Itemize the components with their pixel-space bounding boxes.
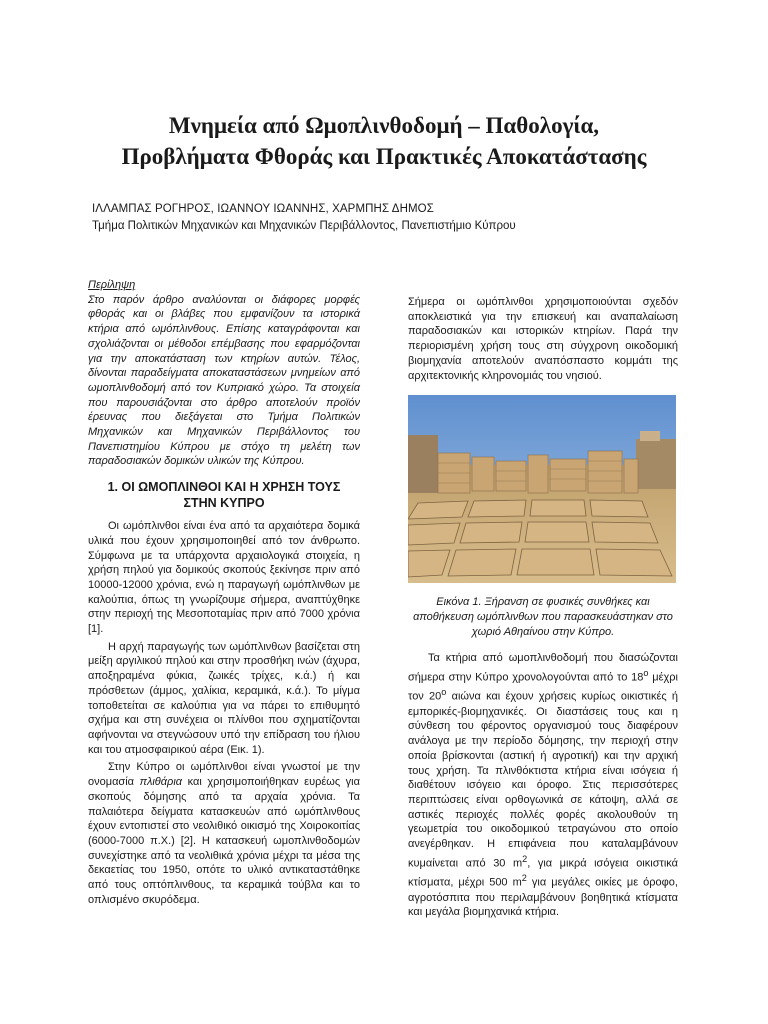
right-column xyxy=(408,295,678,923)
right-paragraph-2-text-d: , για μικρά ισόγεια οικιστικά κτίσματα, μέχρι 500 m xyxy=(408,857,679,889)
section-1-heading-line-2: ΣΤΗΝ ΚΥΠΡΟ xyxy=(183,496,265,511)
authors: ΙΛΛΑΜΠΑΣ ΡΟΓΗΡΟΣ, ΙΩΑΝΝΟΥ ΙΩΑΝΝΗΣ, ΧΑΡΜΠΗΣ ΔΗΜΟΣ xyxy=(92,203,434,215)
term-plitharia: πλιθάρια xyxy=(139,776,183,789)
right-paragraph-2-text-e: για μεγάλες οικίες με όροφο, αγροτόσπιτα που περιλαμβάνουν βοηθητικά κτίσματα και μεγάλα βιομηχανικά κτήρια. xyxy=(408,876,678,919)
paragraph-3-text-a: Στην Κύπρο οι ωμόπλινθοι είναι γνωστοί με την ονομασία xyxy=(88,761,360,789)
section-1-paragraph-3 xyxy=(88,760,360,907)
affiliation: Τμήμα Πολιτικών Μηχανικών και Μηχανικών Περιβάλλοντος, Πανεπιστήμιο Κύπρου xyxy=(92,220,516,232)
section-1-paragraph-1: Οι ωμόπλινθοι είναι ένα από τα αρχαιότερα δομικά υλικά που έχουν χρησιμοποιηθεί από τον άνθρωπο. Σύμφωνα με τα υπάρχοντα αρχαιολογικά στοιχεία, η χρήση πηλού για δομικούς σκοπούς ξεκίνησε πριν από 10000-12000 χρόνια, ενώ η παραγωγή ωμόπλινθων με καλούπια, όπως τη γνωρίζουμε σήμερα, αναπτύχθηκε στην περιοχή της Μεσοποταμίας πριν από 7000 χρόνια [1]. xyxy=(88,520,360,636)
squared-sup-1: 2 xyxy=(522,853,528,864)
figure-1-caption: Εικόνα 1. Ξήρανση σε φυσικές συνθήκες και αποθήκευση ωμόπλινθων που παρασκευάστηκαν στο χωριό Αθηαίνου στην Κύπρο. xyxy=(413,596,673,638)
section-1-heading-line-1: 1. ΟΙ ΩΜΟΠΛΙΝΘΟΙ ΚΑΙ Η ΧΡΗΣΗ ΤΟΥΣ xyxy=(107,480,341,495)
abstract-text: Στο παρόν άρθρο αναλύονται οι διάφορες μορφές φθοράς και οι βλάβες που εμφανίζουν τα ιστορικά κτήρια από ωμόπλινθους. Επίσης καταγράφονται και σχολιάζονται οι μέθοδοι επέμβασης που εφαρμόζονται για την αποκατάσταση των κτηρίων αυτών. Τέλος, δίνονται παραδείγματα αποκαταστάσεων μνημείων από ωμοπλινθοδομή από τον Κυπριακό χώρο. Τα στοιχεία που παρουσιάζονται στο άρθρο αποτελούν προϊόν έρευνας που διεξάγεται στο Τμήμα Πολιτικών Μηχανικών και Μηχανικών Περιβάλλοντος του Πανεπιστημίου Κύπρου με στόχο τη μελέτη των παραδοσιακών δομικών υλικών της Κύπρου. xyxy=(88,293,360,468)
left-column xyxy=(88,278,360,910)
figure-1-photo xyxy=(408,395,676,583)
ordinal-sup-1: ο xyxy=(643,668,649,679)
paragraph-3-text-b: και χρησιμοποιήθηκαν ευρέως για σκοπούς δόμησης από τα αρχαία χρόνια. Τα παλαιότερα δείγματα κατασκευών από ωμόπλινθους έχουν εντοπιστεί στο νεολιθικό οικισμό της Χοιροκοιτίας (6000-7000 π.Χ.) [2]. Η κατασκευή ωμοπλινθοδομών συνεχίστηκε από τα νεολιθικά χρόνια μέχρι τα μέσα της δεκαετίας του 1950, οπότε το υλικό αντικαταστάθηκε από τους οπτόπλινθους, τα κεραμικά τούβλα και το οπλισμένο σκυρόδεμα. xyxy=(88,776,360,906)
squared-sup-2: 2 xyxy=(521,873,527,884)
right-paragraph-2 xyxy=(408,651,678,920)
section-1-paragraph-2: Η αρχή παραγωγής των ωμόπλινθων βασίζεται στη μείξη αργιλικού πηλού και στην προσθήκη ινών (άχυρα, αποξηραμένα φύκια, ζωικές τρίχες, κ.ά.) ή και πρόσθετων (άμμος, χαλίκια, κεραμικά, κ.ά.). Το μίγμα τοποθετείται σε καλούπια για να πάρει το επιθυμητό σχήμα και στη συνέχεια οι πλίνθοι που σχηματίζονται αφήνονται να στεγνώσουν υπό την επίδραση του ήλιου και του ατμοσφαιρικού αέρα (Εικ. 1). xyxy=(88,640,360,756)
title-line-1: Μνημεία από Ωμοπλινθοδομή – Παθολογία, xyxy=(168,113,600,138)
right-paragraph-1: Σήμερα οι ωμόπλινθοι χρησιμοποιούνται σχεδόν αποκλειστικά για την επισκευή και αναπαλαίωση παραδοσιακών και ιστορικών κτηρίων. Παρά την περιορισμένη χρήση τους στη σύγχρονη οικοδομική βιομηχανία αποτελούν αναπόσπαστο κομμάτι της αρχιτεκτονικής κληρονομιάς του νησιού. xyxy=(408,296,678,382)
title-line-2: Προβλήματα Φθοράς και Πρακτικές Αποκατάστασης xyxy=(121,144,647,169)
abstract-heading: Περίληψη xyxy=(88,279,136,291)
paper-title xyxy=(40,110,728,172)
right-paragraph-2-text-c: αιώνα και έχουν χρήσεις κυρίως οικιστικές ή εμπορικές-βιομηχανικές. Οι διαστάσεις τους και η σύνθεση του φέροντος οργανισμού τους διαφέρουν ανάλογα με την περίοδο δόμησης, την περιοχή στην οποία βρίσκονται (αστική ή αγροτική) και την αρχική τους χρήση. Τα πλινθόκτιστα κτήρια είναι ισόγεια ή διαθέτουν ισόγειο και όροφο. Στις περισσότερες περιπτώσεις είναι ορθογωνικά σε κάτοψη, αλλά σε αστικές περιοχές πολλές φορές ακολουθούν τη γεωμετρία του οικοδομικού τετραγώνου στο οποίο ανεγέρθηκαν. Η επιφάνεια που καταλαμβάνουν κυμαίνεται από 30 m xyxy=(408,691,678,870)
ordinal-sup-2: ο xyxy=(441,687,447,698)
section-1-heading xyxy=(88,479,360,511)
mudbrick-drying-photo xyxy=(408,395,676,583)
right-paragraph-2-text-a: Τα κτήρια από ωμοπλινθοδομή που διασώζονται σήμερα στην Κύπρο χρονολογούνται από το 18 xyxy=(408,652,678,684)
right-paragraph-2-text-b: μέχρι τον 20 xyxy=(408,671,678,704)
